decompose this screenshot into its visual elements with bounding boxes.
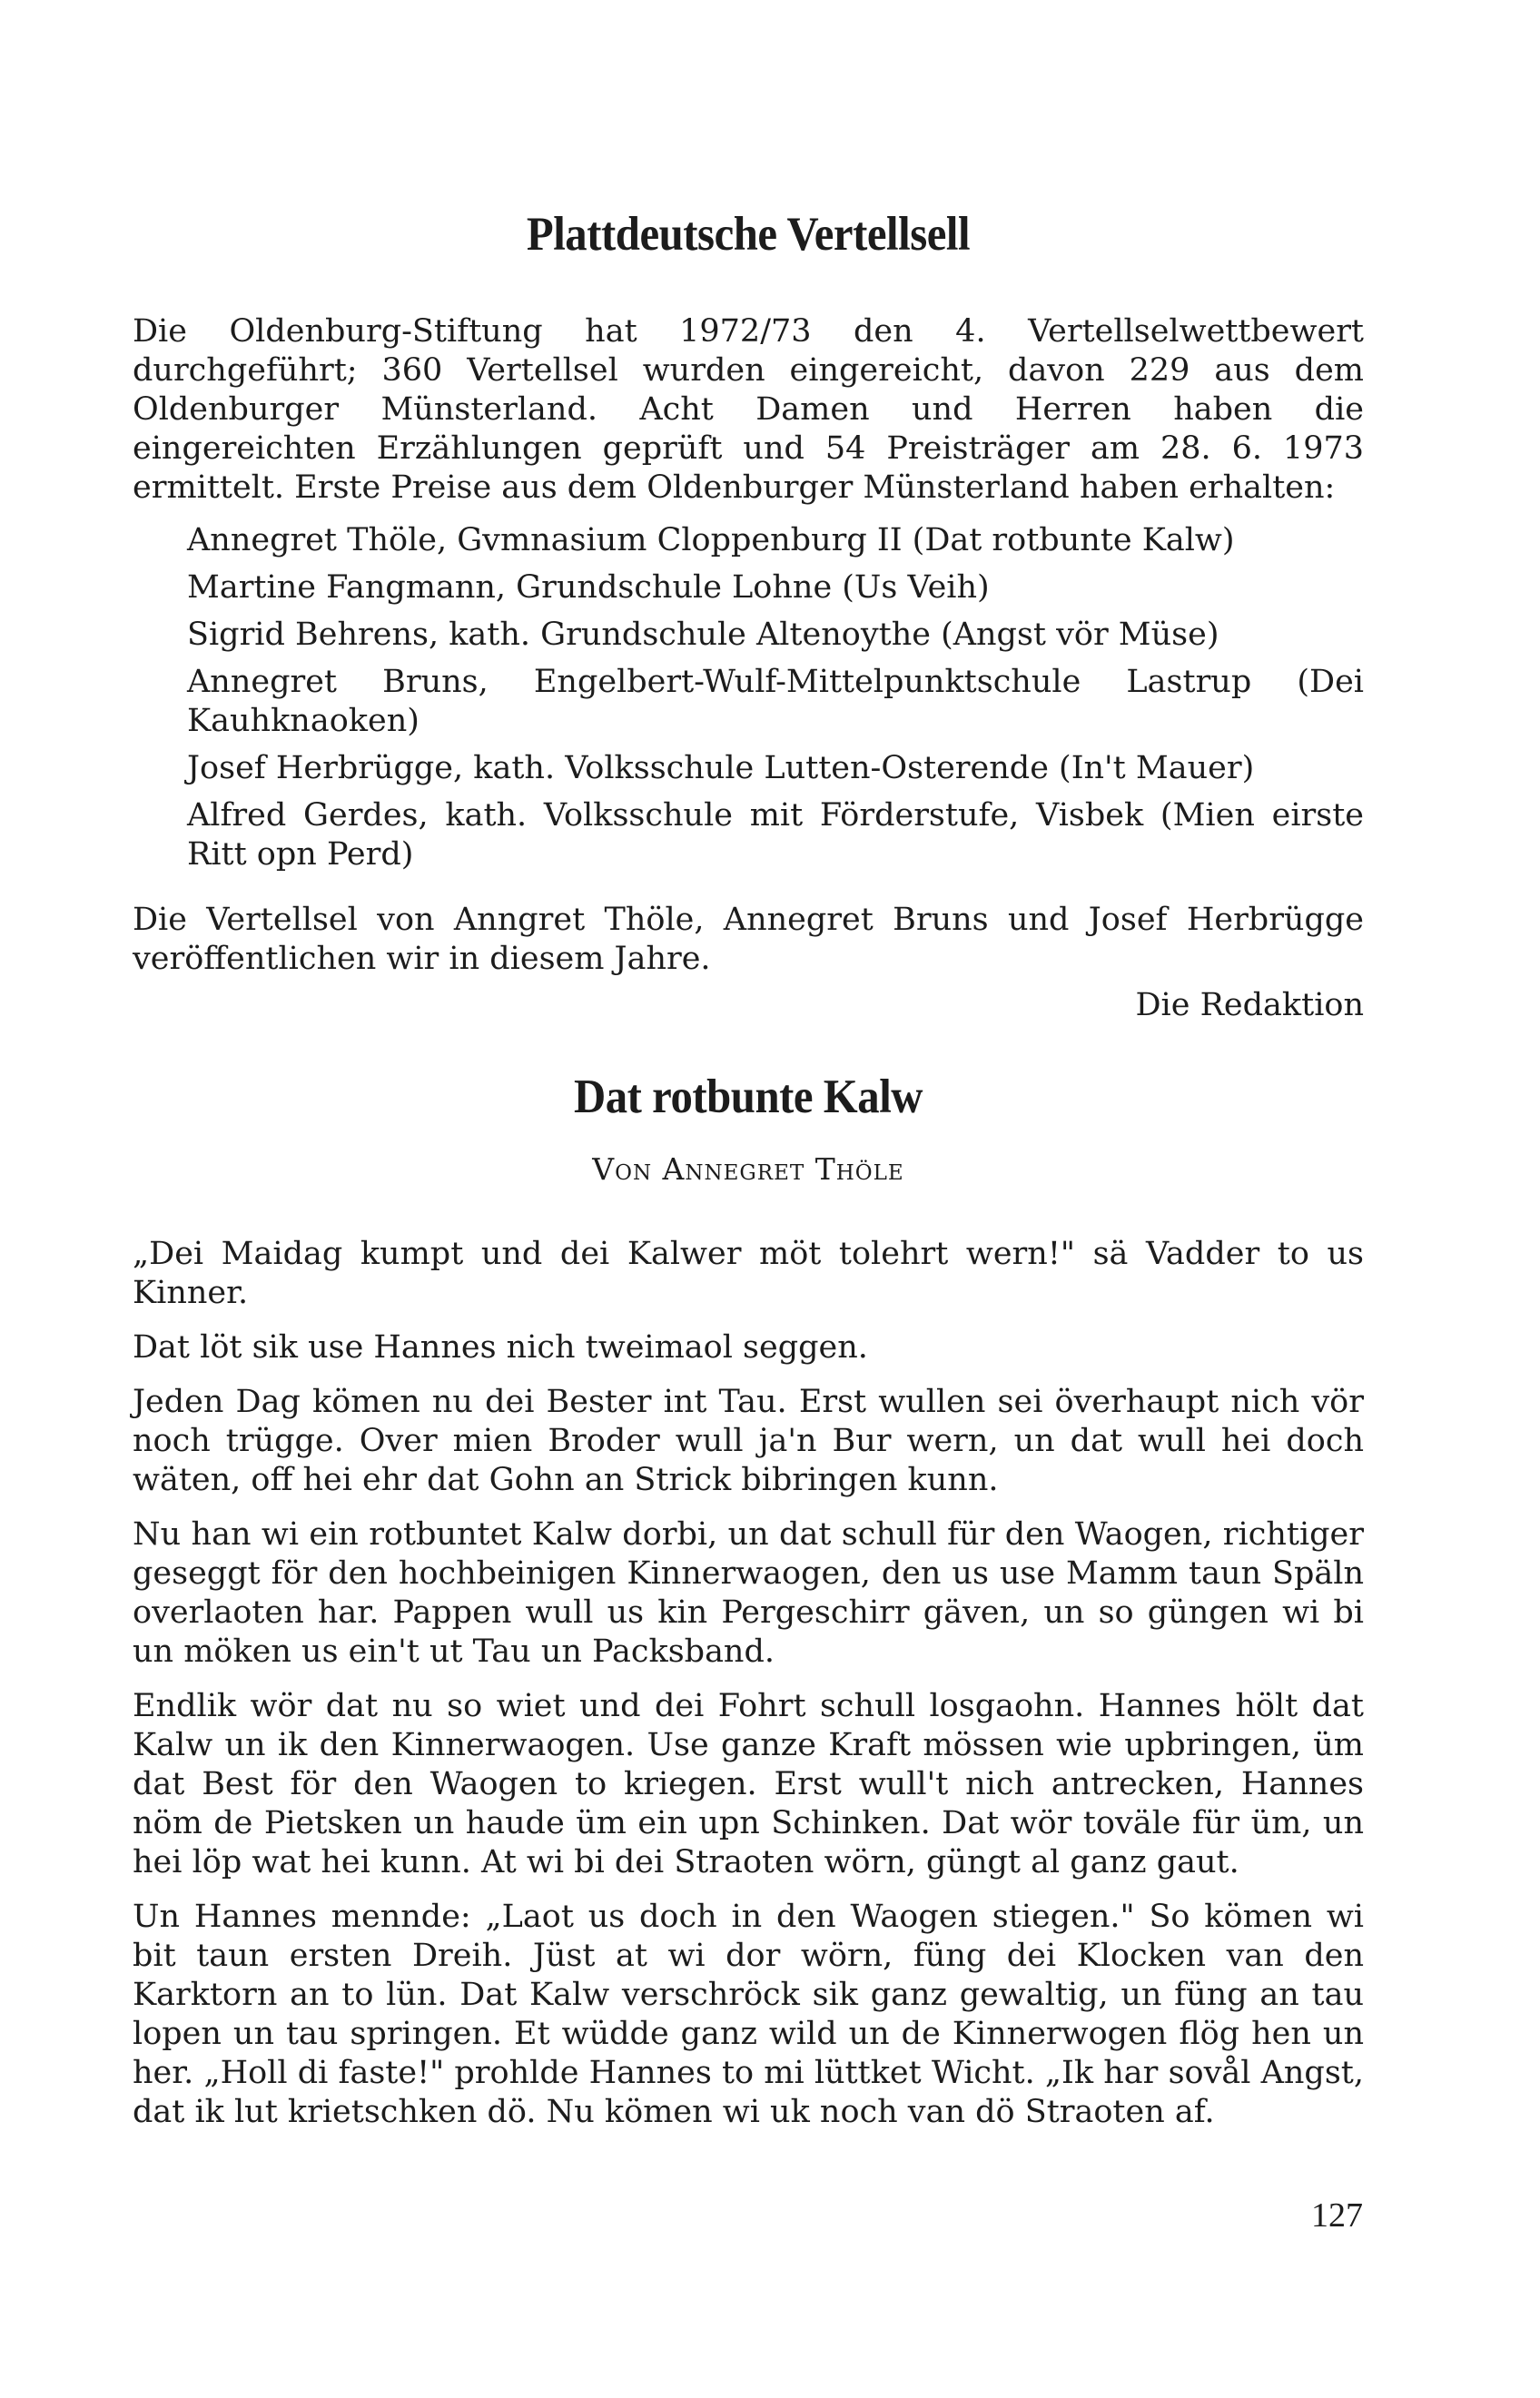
list-item: Martine Fangmann, Grundschule Lohne (Us Veih) (187, 569, 990, 606)
story-paragraph: „Dei Maidag kumpt und dei Kalwer möt tolehrt wern!" sä Vadder to us Kinner. (133, 1236, 1364, 1311)
section-title: Plattdeutsche Vertellsell (526, 208, 971, 261)
list-item: Sigrid Behrens, kath. Grundschule Altenoythe (Angst vör Müse) (187, 617, 1219, 653)
story-paragraph: Jeden Dag kömen nu dei Bester int Tau. Erst wullen sei överhaupt nich vör noch trügge. Over mien Broder wull ja'n Bur wern, un dat wull hei doch wäten, off hei ehr dat Gohn an Strick bibringen kunn. (133, 1384, 1364, 1498)
section-plattdeutsche (133, 207, 1364, 262)
winners-list (133, 521, 1364, 883)
list-item: Alfred Gerdes, kath. Volksschule mit Förderstufe, Visbek (Mien eirste Ritt opn Perd) (187, 797, 1364, 873)
author-byline: Von Annegret Thöle (592, 1151, 904, 1187)
story-paragraph: Endlik wör dat nu so wiet und dei Fohrt schull losgaohn. Hannes hölt dat Kalw un ik den Kinnerwaogen. Use ganze Kraft mössen wie upbringen, üm dat Best för den Waogen to kriegen. Erst wull't nich antrecken, Hannes nöm de Pietsken un haude üm ein upn Schinken. Dat wör toväle für üm, un hei löp wat hei kunn. At wi bi dei Straoten wörn, güngt al ganz gaut. (133, 1688, 1364, 1880)
section1-closing (133, 901, 1364, 1025)
section-rotbunte-kalw (133, 1070, 1364, 1124)
story-body (133, 1235, 1364, 2147)
page-number: 127 (1311, 2196, 1363, 2235)
list-item: Annegret Bruns, Engelbert-Wulf-Mittelpunktschule Lastrup (Dei Kauhknaoken) (187, 664, 1364, 739)
story-title: Dat rotbunte Kalw (573, 1071, 923, 1123)
closing-paragraph: Die Vertellsel von Anngret Thöle, Annegret Bruns und Josef Herbrügge veröffentlichen wir in diesem Jahre. (133, 902, 1364, 977)
signoff: Die Redaktion (1135, 987, 1364, 1023)
list-item: Josef Herbrügge, kath. Volksschule Lutten-Osterende (In't Mauer) (187, 750, 1255, 786)
section1-body (133, 312, 1364, 523)
story-paragraph: Nu han wi ein rotbuntet Kalw dorbi, un dat schull für den Waogen, richtiger geseggt för den hochbeinigen Kinnerwaogen, den us use Mamm taun Späln overlaoten har. Pappen wull us kin Pergeschirr gäven, un so güngen wi bi un möken us ein't ut Tau un Packsband. (133, 1516, 1364, 1670)
intro-paragraph: Die Oldenburg-Stiftung hat 1972/73 den 4. Vertellselwettbewert durchgeführt; 360 Vertellsel wurden eingereicht, davon 229 aus dem Oldenburger Münsterland. Acht Damen und Herren haben die eingereichten Erzählungen geprüft und 54 Preisträger am 28. 6. 1973 ermittelt. Erste Preise aus dem Oldenburger Münsterland haben erhalten: (133, 313, 1364, 506)
story-paragraph: Un Hannes mennde: „Laot us doch in den Waogen stiegen." So kömen wi bit taun ersten Dreih. Jüst at wi dor wörn, füng dei Klocken van den Karktorn an to lün. Dat Kalw verschröck sik ganz gewaltig, un füng an tau lopen un tau springen. Et wüdde ganz wild un de Kinnerwogen flög hen un her. „Holl di faste!" prohlde Hannes to mi lüttket Wicht. „Ik har sovål Angst, dat ik lut krietschken dö. Nu kömen wi uk noch van dö Straoten af. (133, 1899, 1364, 2130)
story-paragraph: Dat löt sik use Hannes nich tweimaol seggen. (133, 1329, 868, 1366)
list-item: Annegret Thöle, Gvmnasium Cloppenburg II (Dat rotbunte Kalw) (187, 522, 1235, 558)
byline-wrap (133, 1151, 1364, 1187)
